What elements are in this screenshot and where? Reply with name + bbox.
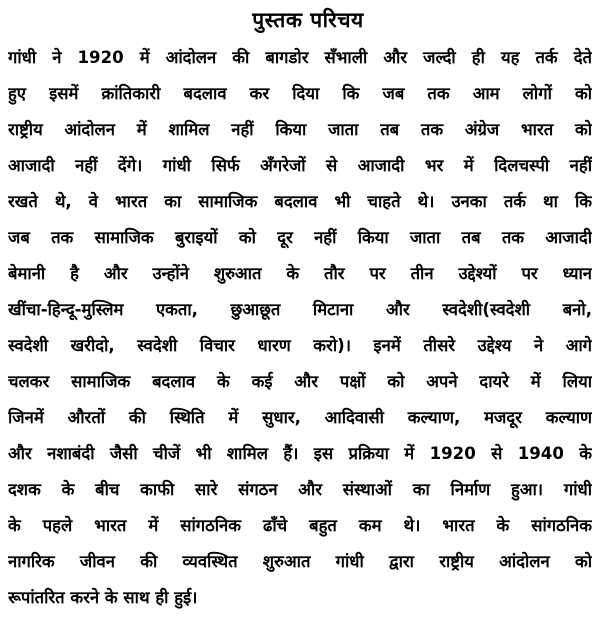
- paragraph-line: और नशाबंदी जैसी चीजें भी शामिल हैं। इस प्रक्रिया में 1920 से 1940 के: [8, 444, 592, 463]
- paragraph-line: जब तक सामाजिक बुराइयों को दूर नहीं किया जाता तब तक आजादी: [8, 228, 592, 247]
- paragraph-line: बेमानी है और उन्होंने शुरुआत के तौर पर तीन उद्देश्यों पर ध्यान: [8, 264, 592, 283]
- paragraph-line: के पहले भारत में सांगठनिक ढाँचे बहुत कम थे। भारत के सांगठनिक: [8, 516, 592, 535]
- paragraph-line: दशक के बीच काफी सारे संगठन और संस्थाओं का निर्माण हुआ। गांधी: [8, 480, 592, 499]
- paragraph-line: आजादी नहीं देंगे। गांधी सिर्फ अँगरेजों से आजादी भर में दिलचस्पी नहीं: [8, 156, 592, 175]
- paragraph-line: रूपांतरित करने के साथ ही हुई।: [8, 588, 198, 607]
- paragraph-line: चलकर सामाजिक बदलाव के कई और पक्षों को अपने दायरे में लिया: [8, 372, 592, 391]
- page-title: पुस्तक परिचय: [252, 8, 364, 32]
- paragraph-line: जिनमें औरतों की स्थिति में सुधार, आदिवासी कल्याण, मजदूर कल्याण: [8, 408, 592, 427]
- paragraph-line: राष्ट्रीय आंदोलन में शामिल नहीं किया जाता तब तक अंग्रेज भारत को: [8, 120, 592, 139]
- paragraph-line: खींचा-हिन्दू-मुस्लिम एकता, छुआछूत मिटाना और स्वदेशी(स्वदेशी बनो,: [8, 300, 592, 319]
- paragraph-line: गांधी ने 1920 में आंदोलन की बागडोर सँभाली और जल्दी ही यह तर्क देते: [8, 48, 592, 67]
- introduction-paragraph: [8, 40, 592, 616]
- paragraph-line: रखते थे, वे भारत का सामाजिक बदलाव भी चाहते थे। उनका तर्क था कि: [8, 192, 592, 211]
- paragraph-line: स्वदेशी खरीदो, स्वदेशी विचार धारण करो)। इनमें तीसरे उद्देश्य ने आगे: [8, 336, 592, 355]
- paragraph-line: हुए इसमें क्रांतिकारी बदलाव कर दिया कि जब तक आम लोगों को: [8, 84, 592, 103]
- paragraph-line: नागरिक जीवन की व्यवस्थित शुरुआत गांधी द्वारा राष्ट्रीय आंदोलन को: [8, 552, 592, 571]
